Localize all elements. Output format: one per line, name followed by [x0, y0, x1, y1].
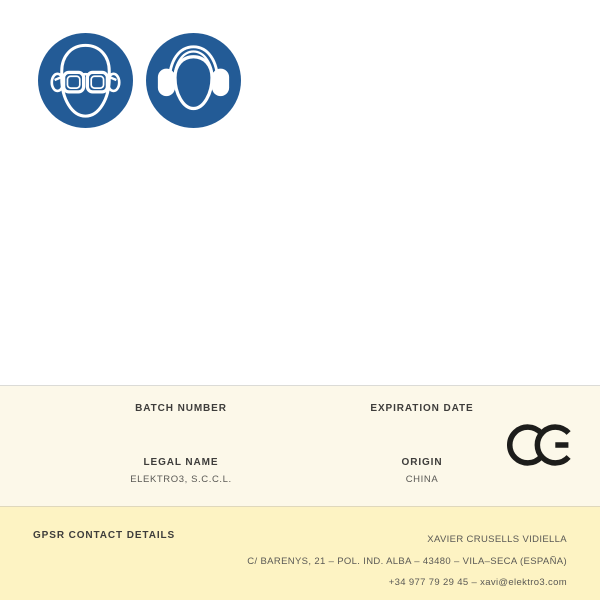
legal-name-label: LEGAL NAME — [143, 457, 219, 468]
product-info-section — [0, 385, 600, 506]
gpsr-phone-email: +34 977 79 29 45 – xavi@elektro3.com — [388, 577, 567, 588]
gpsr-contact-block — [247, 529, 567, 594]
batch-number-label: BATCH NUMBER — [135, 403, 227, 414]
gpsr-address: C/ BARENYS, 21 – POL. IND. ALBA – 43480 – VILA–SECA (ESPAÑA) — [247, 555, 567, 567]
wear-ear-protection-icon — [146, 33, 241, 128]
gpsr-contact-name: XAVIER CRUSELLS VIDIELLA — [427, 534, 567, 545]
expiration-date-label: EXPIRATION DATE — [370, 403, 474, 414]
ce-mark-icon — [507, 422, 576, 468]
legal-name-value: ELEKTRO3, S.C.C.L. — [130, 474, 232, 485]
wear-eye-protection-icon — [38, 33, 133, 128]
safety-icons-row — [38, 33, 241, 128]
origin-value: CHINA — [405, 474, 439, 485]
gpsr-section — [0, 506, 600, 600]
gpsr-contact-details-label: GPSR CONTACT DETAILS — [33, 530, 176, 541]
origin-label: ORIGIN — [401, 457, 443, 468]
